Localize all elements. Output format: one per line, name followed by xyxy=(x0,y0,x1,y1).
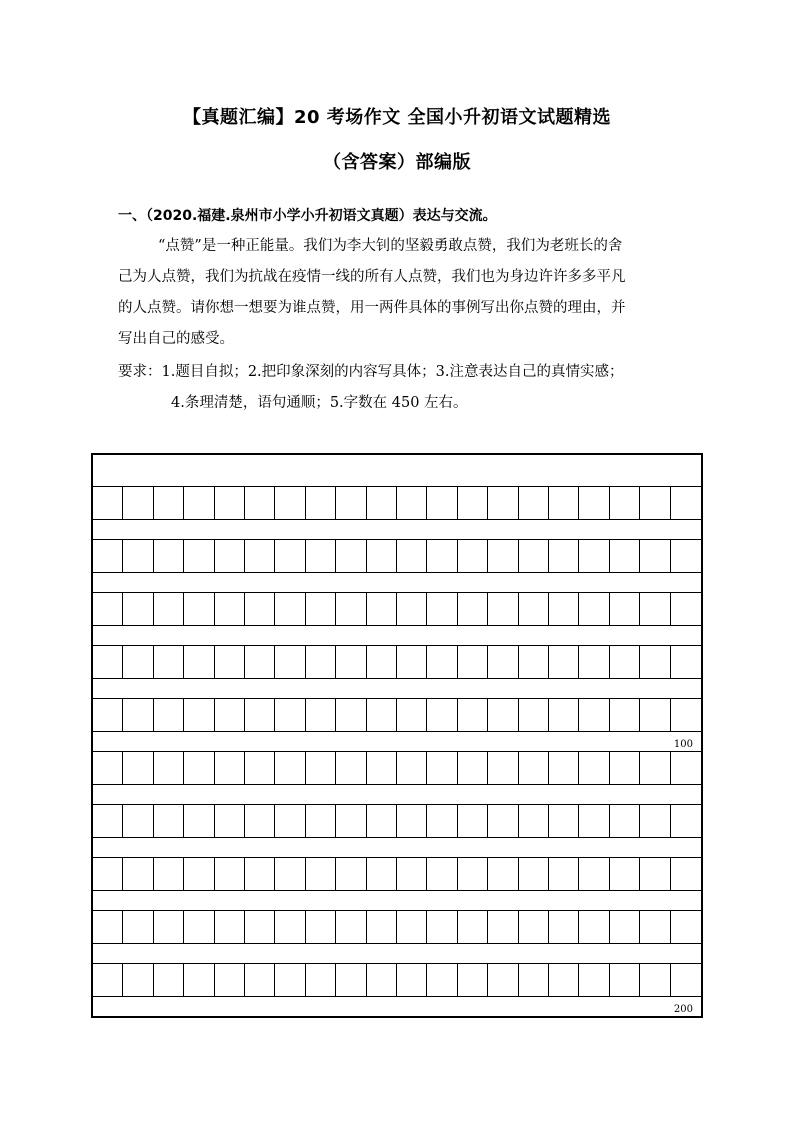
grid-cell[interactable] xyxy=(154,593,184,625)
grid-spacer xyxy=(93,785,701,805)
grid-cell[interactable] xyxy=(549,487,579,519)
document-subtitle: （含答案）部编版 xyxy=(323,152,471,173)
grid-cell[interactable] xyxy=(184,805,214,837)
grid-cell[interactable] xyxy=(93,752,123,784)
grid-cell[interactable] xyxy=(275,911,305,943)
grid-cell[interactable] xyxy=(397,752,427,784)
grid-cell[interactable] xyxy=(579,540,609,572)
grid-row xyxy=(93,964,701,997)
prompt-line-2: 己为人点赞，我们为抗战在疫情一线的所有人点赞，我们也为身边许许多多平凡 xyxy=(118,269,626,285)
grid-cell[interactable] xyxy=(397,911,427,943)
grid-cell[interactable] xyxy=(549,593,579,625)
grid-cell[interactable] xyxy=(488,646,518,678)
grid-cell[interactable] xyxy=(367,805,397,837)
grid-cell[interactable] xyxy=(458,699,488,731)
grid-cell[interactable] xyxy=(245,752,275,784)
grid-cell[interactable] xyxy=(336,540,366,572)
grid-cell[interactable] xyxy=(184,964,214,996)
grid-cell[interactable] xyxy=(123,911,153,943)
grid-cell[interactable] xyxy=(549,805,579,837)
grid-cell[interactable] xyxy=(458,593,488,625)
grid-cell[interactable] xyxy=(397,593,427,625)
grid-cell[interactable] xyxy=(123,964,153,996)
grid-cell[interactable] xyxy=(549,911,579,943)
grid-cell[interactable] xyxy=(519,805,549,837)
grid-cell[interactable] xyxy=(184,911,214,943)
grid-spacer xyxy=(93,944,701,964)
grid-cell[interactable] xyxy=(367,752,397,784)
grid-cell[interactable] xyxy=(397,540,427,572)
grid-spacer xyxy=(93,626,701,646)
grid-cell[interactable] xyxy=(367,593,397,625)
grid-cell[interactable] xyxy=(671,752,701,784)
grid-cell[interactable] xyxy=(245,964,275,996)
grid-cell[interactable] xyxy=(519,964,549,996)
grid-cell[interactable] xyxy=(93,540,123,572)
grid-cell[interactable] xyxy=(549,540,579,572)
grid-cell[interactable] xyxy=(93,858,123,890)
grid-cell[interactable] xyxy=(215,805,245,837)
grid-cell[interactable] xyxy=(215,593,245,625)
grid-cell[interactable] xyxy=(184,646,214,678)
grid-cell[interactable] xyxy=(154,646,184,678)
grid-cell[interactable] xyxy=(154,752,184,784)
grid-cell[interactable] xyxy=(245,699,275,731)
grid-cell[interactable] xyxy=(519,911,549,943)
grid-cell[interactable] xyxy=(549,699,579,731)
grid-cell[interactable] xyxy=(671,964,701,996)
grid-cell[interactable] xyxy=(215,487,245,519)
grid-row xyxy=(93,593,701,626)
grid-cell[interactable] xyxy=(427,540,457,572)
grid-cell[interactable] xyxy=(367,699,397,731)
grid-cell[interactable] xyxy=(93,699,123,731)
grid-cell[interactable] xyxy=(427,487,457,519)
grid-cell[interactable] xyxy=(154,858,184,890)
grid-cell[interactable] xyxy=(488,805,518,837)
grid-cell[interactable] xyxy=(245,858,275,890)
grid-cell[interactable] xyxy=(275,805,305,837)
grid-cell[interactable] xyxy=(427,699,457,731)
grid-cell[interactable] xyxy=(610,858,640,890)
grid-cell[interactable] xyxy=(93,593,123,625)
grid-cell[interactable] xyxy=(367,487,397,519)
grid-cell[interactable] xyxy=(245,805,275,837)
grid-cell[interactable] xyxy=(154,805,184,837)
grid-cell[interactable] xyxy=(579,911,609,943)
grid-cell[interactable] xyxy=(336,487,366,519)
grid-cell[interactable] xyxy=(93,487,123,519)
grid-cell[interactable] xyxy=(671,911,701,943)
grid-cell[interactable] xyxy=(215,752,245,784)
grid-cell[interactable] xyxy=(610,593,640,625)
grid-cell[interactable] xyxy=(488,752,518,784)
grid-cell[interactable] xyxy=(610,964,640,996)
grid-cell[interactable] xyxy=(336,858,366,890)
grid-cell[interactable] xyxy=(306,805,336,837)
grid-cell[interactable] xyxy=(671,487,701,519)
grid-cell[interactable] xyxy=(671,858,701,890)
grid-cell[interactable] xyxy=(519,593,549,625)
grid-cell[interactable] xyxy=(579,593,609,625)
grid-spacer xyxy=(93,732,701,752)
grid-cell[interactable] xyxy=(245,593,275,625)
grid-cell[interactable] xyxy=(306,911,336,943)
grid-cell[interactable] xyxy=(610,752,640,784)
requirements-line-1: 要求：1.题目自拟；2.把印象深刻的内容写具体；3.注意表达自己的真情实感； xyxy=(118,364,624,380)
grid-cell[interactable] xyxy=(579,752,609,784)
composition-grid[interactable] xyxy=(91,453,703,1018)
grid-cell[interactable] xyxy=(336,593,366,625)
grid-spacer xyxy=(93,679,701,699)
grid-cell[interactable] xyxy=(519,699,549,731)
grid-cell[interactable] xyxy=(184,752,214,784)
grid-cell[interactable] xyxy=(367,964,397,996)
grid-cell[interactable] xyxy=(488,699,518,731)
grid-row xyxy=(93,540,701,573)
grid-cell[interactable] xyxy=(275,964,305,996)
grid-cell[interactable] xyxy=(640,487,670,519)
grid-cell[interactable] xyxy=(306,487,336,519)
grid-cell[interactable] xyxy=(184,699,214,731)
grid-row xyxy=(93,646,701,679)
grid-cell[interactable] xyxy=(184,540,214,572)
grid-cell[interactable] xyxy=(336,964,366,996)
grid-cell[interactable] xyxy=(154,911,184,943)
grid-cell[interactable] xyxy=(671,646,701,678)
grid-spacer xyxy=(93,891,701,911)
grid-cell[interactable] xyxy=(123,699,153,731)
grid-cell[interactable] xyxy=(427,964,457,996)
grid-cell[interactable] xyxy=(397,487,427,519)
grid-spacer-top xyxy=(93,455,701,487)
question-heading: 一、（2020.福建.泉州市小学小升初语文真题）表达与交流。 xyxy=(118,208,497,224)
grid-cell[interactable] xyxy=(610,699,640,731)
grid-spacer xyxy=(93,838,701,858)
grid-cell[interactable] xyxy=(184,593,214,625)
grid-cell[interactable] xyxy=(610,805,640,837)
grid-cell[interactable] xyxy=(579,964,609,996)
grid-cell[interactable] xyxy=(640,805,670,837)
grid-cell[interactable] xyxy=(245,911,275,943)
grid-cell[interactable] xyxy=(458,646,488,678)
word-count-label: 200 xyxy=(673,1004,693,1015)
grid-cell[interactable] xyxy=(427,593,457,625)
grid-cell[interactable] xyxy=(458,911,488,943)
grid-cell[interactable] xyxy=(245,487,275,519)
grid-cell[interactable] xyxy=(458,964,488,996)
grid-cell[interactable] xyxy=(275,487,305,519)
grid-row xyxy=(93,858,701,891)
grid-cell[interactable] xyxy=(367,646,397,678)
grid-cell[interactable] xyxy=(610,646,640,678)
grid-cell[interactable] xyxy=(336,805,366,837)
grid-cell[interactable] xyxy=(123,752,153,784)
grid-cell[interactable] xyxy=(458,487,488,519)
grid-cell[interactable] xyxy=(488,858,518,890)
grid-row xyxy=(93,911,701,944)
grid-cell[interactable] xyxy=(488,487,518,519)
grid-cell[interactable] xyxy=(154,487,184,519)
grid-cell[interactable] xyxy=(215,911,245,943)
grid-cell[interactable] xyxy=(336,646,366,678)
prompt-line-1: “点赞”是一种正能量。我们为李大钊的坚毅勇敢点赞，我们为老班长的舍 xyxy=(158,238,623,254)
grid-cell[interactable] xyxy=(458,540,488,572)
grid-spacer xyxy=(93,573,701,593)
grid-cell[interactable] xyxy=(154,964,184,996)
grid-cell[interactable] xyxy=(306,646,336,678)
grid-cell[interactable] xyxy=(123,540,153,572)
grid-cell[interactable] xyxy=(610,540,640,572)
grid-spacer xyxy=(93,997,701,1016)
grid-row xyxy=(93,487,701,520)
grid-cell[interactable] xyxy=(397,964,427,996)
grid-cell[interactable] xyxy=(579,487,609,519)
grid-cell[interactable] xyxy=(215,646,245,678)
grid-cell[interactable] xyxy=(245,540,275,572)
grid-cell[interactable] xyxy=(336,911,366,943)
grid-cell[interactable] xyxy=(184,858,214,890)
grid-cell[interactable] xyxy=(397,858,427,890)
grid-cell[interactable] xyxy=(397,699,427,731)
grid-cell[interactable] xyxy=(184,487,214,519)
grid-cell[interactable] xyxy=(579,805,609,837)
grid-cell[interactable] xyxy=(275,593,305,625)
grid-cell[interactable] xyxy=(275,540,305,572)
grid-cell[interactable] xyxy=(488,593,518,625)
grid-cell[interactable] xyxy=(367,540,397,572)
grid-cell[interactable] xyxy=(549,752,579,784)
grid-cell[interactable] xyxy=(306,964,336,996)
grid-row xyxy=(93,699,701,732)
grid-cell[interactable] xyxy=(397,805,427,837)
grid-cell[interactable] xyxy=(458,752,488,784)
grid-cell[interactable] xyxy=(123,858,153,890)
grid-cell[interactable] xyxy=(458,805,488,837)
grid-cell[interactable] xyxy=(640,646,670,678)
grid-cell[interactable] xyxy=(427,646,457,678)
grid-cell[interactable] xyxy=(336,752,366,784)
grid-cell[interactable] xyxy=(275,752,305,784)
grid-cell[interactable] xyxy=(458,858,488,890)
grid-cell[interactable] xyxy=(275,646,305,678)
grid-cell[interactable] xyxy=(671,699,701,731)
grid-cell[interactable] xyxy=(123,487,153,519)
document-title: 【真题汇编】20 考场作文 全国小升初语文试题精选 xyxy=(182,107,612,128)
grid-cell[interactable] xyxy=(367,911,397,943)
grid-cell[interactable] xyxy=(519,858,549,890)
grid-cell[interactable] xyxy=(397,646,427,678)
grid-cell[interactable] xyxy=(579,858,609,890)
grid-cell[interactable] xyxy=(93,805,123,837)
grid-cell[interactable] xyxy=(640,964,670,996)
grid-cell[interactable] xyxy=(519,752,549,784)
grid-cell[interactable] xyxy=(640,911,670,943)
grid-cell[interactable] xyxy=(154,699,184,731)
grid-cell[interactable] xyxy=(306,540,336,572)
grid-cell[interactable] xyxy=(275,858,305,890)
grid-cell[interactable] xyxy=(640,540,670,572)
grid-cell[interactable] xyxy=(610,911,640,943)
grid-cell[interactable] xyxy=(579,646,609,678)
grid-cell[interactable] xyxy=(93,646,123,678)
grid-cell[interactable] xyxy=(579,699,609,731)
grid-cell[interactable] xyxy=(306,593,336,625)
grid-cell[interactable] xyxy=(336,699,366,731)
grid-row xyxy=(93,752,701,785)
grid-cell[interactable] xyxy=(154,540,184,572)
grid-cell[interactable] xyxy=(488,540,518,572)
grid-cell[interactable] xyxy=(215,964,245,996)
grid-cell[interactable] xyxy=(215,858,245,890)
grid-cell[interactable] xyxy=(93,911,123,943)
grid-cell[interactable] xyxy=(671,805,701,837)
grid-cell[interactable] xyxy=(549,964,579,996)
grid-cell[interactable] xyxy=(306,858,336,890)
grid-cell[interactable] xyxy=(123,805,153,837)
grid-cell[interactable] xyxy=(519,646,549,678)
grid-cell[interactable] xyxy=(93,964,123,996)
word-count-label: 100 xyxy=(673,739,693,750)
grid-cell[interactable] xyxy=(640,752,670,784)
grid-spacer xyxy=(93,520,701,540)
grid-cell[interactable] xyxy=(367,858,397,890)
prompt-line-4: 写出自己的感受。 xyxy=(118,331,234,347)
grid-cell[interactable] xyxy=(519,540,549,572)
grid-cell[interactable] xyxy=(549,858,579,890)
grid-cell[interactable] xyxy=(123,646,153,678)
grid-cell[interactable] xyxy=(215,699,245,731)
grid-cell[interactable] xyxy=(245,646,275,678)
grid-cell[interactable] xyxy=(549,646,579,678)
grid-cell[interactable] xyxy=(519,487,549,519)
prompt-line-3: 的人点赞。请你想一想要为谁点赞，用一两件具体的事例写出你点赞的理由，并 xyxy=(118,300,626,316)
grid-cell[interactable] xyxy=(671,593,701,625)
grid-cell[interactable] xyxy=(306,752,336,784)
grid-cell[interactable] xyxy=(488,911,518,943)
grid-cell[interactable] xyxy=(640,593,670,625)
grid-cell[interactable] xyxy=(671,540,701,572)
grid-cell[interactable] xyxy=(306,699,336,731)
grid-cell[interactable] xyxy=(215,540,245,572)
grid-cell[interactable] xyxy=(427,752,457,784)
grid-row xyxy=(93,805,701,838)
grid-cell[interactable] xyxy=(275,699,305,731)
grid-cell[interactable] xyxy=(427,858,457,890)
grid-cell[interactable] xyxy=(488,964,518,996)
grid-cell[interactable] xyxy=(427,805,457,837)
grid-cell[interactable] xyxy=(610,487,640,519)
grid-cell[interactable] xyxy=(640,699,670,731)
grid-cell[interactable] xyxy=(427,911,457,943)
requirements-line-2: 4.条理清楚，语句通顺；5.字数在 450 左右。 xyxy=(171,395,468,411)
grid-cell[interactable] xyxy=(123,593,153,625)
grid-cell[interactable] xyxy=(640,858,670,890)
